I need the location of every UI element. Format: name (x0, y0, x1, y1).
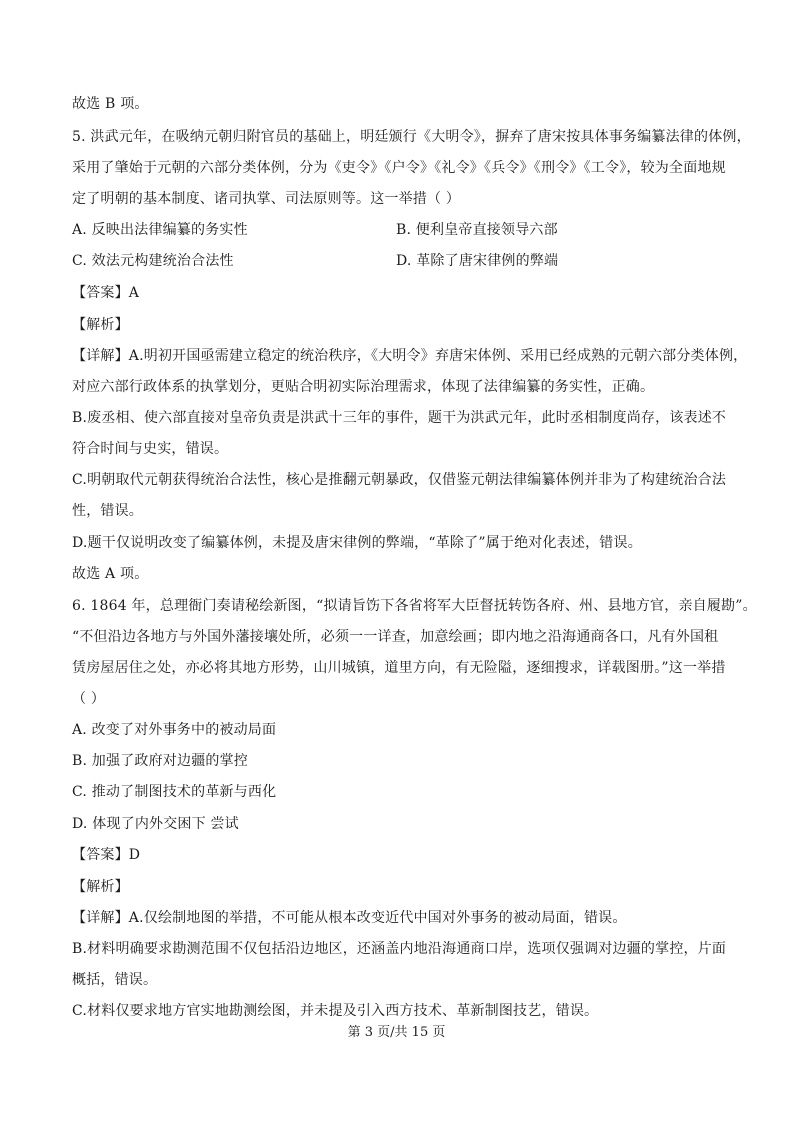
q5-explain-d: D.题干仅说明改变了编纂体例，未提及唐宋律例的弊端，“革除了”属于绝对化表述，错误。 (72, 535, 642, 551)
q5-explain-c-line-1: C.明朝取代元朝获得统治合法性，核心是推翻元朝暴政，仅借鉴元朝法律编纂体例并非为了构建统治合法 (72, 472, 727, 488)
q5-explain-a-line-2: 对应六部行政体系的执掌划分，更贴合明初实际治理需求，体现了法律编纂的务实性，正确。 (72, 379, 655, 395)
q6-stem-line-4: （ ） (72, 691, 106, 707)
q5-option-b: B. 便利皇帝直接领导六部 (396, 222, 558, 238)
q6-explain-c: C.材料仅要求地方官实地勘测绘图，并未提及引入西方技术、革新制图技艺，错误。 (72, 1003, 599, 1019)
q5-explain-c-line-2: 性，错误。 (72, 503, 143, 519)
q6-explain-b-line-1: B.材料明确要求勘测范围不仅包括沿边地区，还涵盖内地沿海通商口岸，选项仅强调对边疆的掌控，片面 (72, 941, 727, 957)
q5-analysis-heading: 【解析】 (72, 317, 129, 333)
q6-stem-line-1: 6. 1864 年，总理衙门奏请秘绘新图，“拟请旨饬下各省将军大臣督抚转饬各府、州、县地方官，亲自履勘”。 (72, 598, 757, 614)
q5-stem-line-3: 定了明朝的基本制度、诸司执掌、司法原则等。这一举措（ ） (72, 191, 461, 207)
q5-explain-b-line-1: B.废丞相、使六部直接对皇帝负责是洪武十三年的事件，题干为洪武元年，此时丞相制度尚存，该表述不 (72, 410, 727, 426)
q5-explain-a-line-1: 【详解】A.明初开国亟需建立稳定的统治秩序，《大明令》弃唐宋体例、采用已经成熟的元朝六部分类体例， (72, 348, 748, 364)
q5-explain-b-line-2: 符合时间与史实，错误。 (72, 441, 229, 457)
page-footer: 第 3 页/共 15 页 (347, 1025, 446, 1040)
q6-stem-line-3: 赁房屋居住之处，亦必将其地方形势，山川城镇，道里方向，有无险隘，逐细搜求，详载图册。”这一举措 (72, 660, 726, 676)
q6-option-d: D. 体现了内外交困下 尝试 (72, 816, 239, 832)
q5-stem-line-2: 采用了肇始于元朝的六部分类体例，分为《吏令》《户令》《礼令》《兵令》《刑令》《工令》，较为全面地规 (72, 160, 726, 176)
q6-option-a: A. 改变了对外事务中的被动局面 (72, 722, 277, 738)
q6-option-c: C. 推动了制图技术的革新与西化 (72, 784, 277, 800)
q5-option-c: C. 效法元构建统治合法性 (72, 253, 234, 269)
q5-stem-line-1: 5. 洪武元年，在吸纳元朝归附官员的基础上，明廷颁行《大明令》，摒弃了唐宋按具体事务编纂法律的体例， (72, 129, 751, 145)
q6-explain-a: 【详解】A.仅绘制地图的举措，不可能从根本改变近代中国对外事务的被动局面，错误。 (72, 910, 627, 926)
q6-analysis-heading: 【解析】 (72, 879, 129, 895)
q5-conclusion: 故选 A 项。 (72, 566, 149, 582)
q4-conclusion: 故选 B 项。 (72, 96, 149, 112)
q6-explain-b-line-2: 概括，错误。 (72, 972, 158, 988)
q6-option-b: B. 加强了政府对边疆的掌控 (72, 753, 248, 769)
q5-option-a: A. 反映出法律编纂的务实性 (72, 222, 248, 238)
q6-stem-line-2: “不但沿边各地方与外国外藩接壤处所，必须一一详查，加意绘画；即内地之沿海通商各口，凡有外国租 (72, 629, 719, 645)
q5-answer: 【答案】A (72, 285, 140, 301)
q5-option-d: D. 革除了唐宋律例的弊端 (396, 253, 559, 269)
q6-answer: 【答案】D (72, 847, 141, 863)
